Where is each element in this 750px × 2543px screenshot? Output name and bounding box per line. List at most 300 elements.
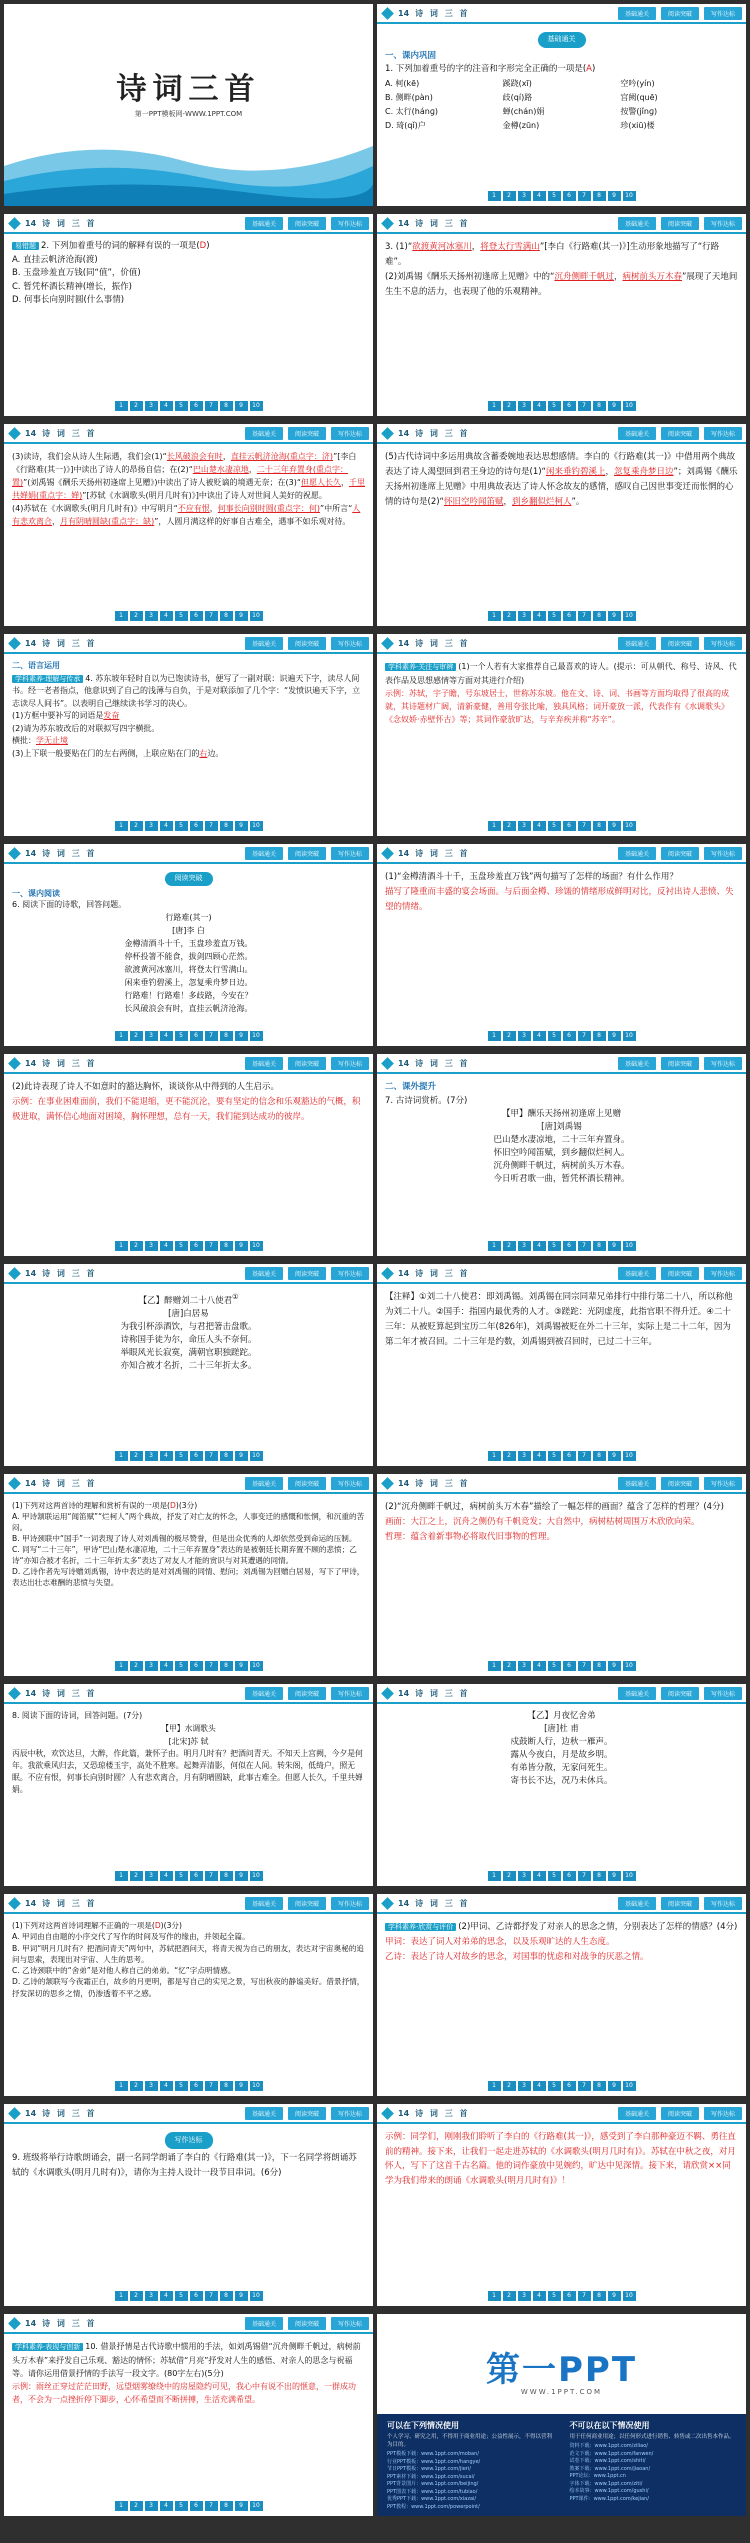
page-button[interactable]: 5 bbox=[175, 401, 188, 411]
resource-link[interactable]: 字体下载：www.1ppt.com/ziti/ bbox=[569, 2480, 643, 2487]
page-button[interactable]: 10 bbox=[623, 1241, 636, 1251]
page-button[interactable]: 4 bbox=[533, 1871, 546, 1881]
reading-button[interactable]: 阅读突破 bbox=[288, 427, 326, 440]
basic-button[interactable]: 基础通关 bbox=[618, 1267, 656, 1280]
page-button[interactable]: 3 bbox=[145, 2081, 158, 2091]
writing-button[interactable]: 写作达标 bbox=[331, 2317, 369, 2330]
page-button[interactable]: 3 bbox=[145, 2291, 158, 2301]
page-button[interactable]: 5 bbox=[175, 1451, 188, 1461]
page-button[interactable]: 7 bbox=[205, 1661, 218, 1671]
page-button[interactable]: 8 bbox=[220, 1871, 233, 1881]
page-button[interactable]: 2 bbox=[503, 1871, 516, 1881]
page-button[interactable]: 10 bbox=[250, 611, 263, 621]
page-button[interactable]: 7 bbox=[205, 821, 218, 831]
basic-button[interactable]: 基础通关 bbox=[618, 1477, 656, 1490]
page-button[interactable]: 2 bbox=[130, 1661, 143, 1671]
page-button[interactable]: 2 bbox=[503, 1031, 516, 1041]
page-button[interactable]: 5 bbox=[175, 1871, 188, 1881]
page-button[interactable]: 3 bbox=[145, 1451, 158, 1461]
page-button[interactable]: 1 bbox=[115, 611, 128, 621]
page-button[interactable]: 9 bbox=[235, 2081, 248, 2091]
page-button[interactable]: 10 bbox=[250, 821, 263, 831]
page-button[interactable]: 9 bbox=[608, 1871, 621, 1881]
writing-button[interactable]: 写作达标 bbox=[331, 1897, 369, 1910]
page-button[interactable]: 5 bbox=[548, 1241, 561, 1251]
page-button[interactable]: 8 bbox=[220, 1241, 233, 1251]
resource-link[interactable]: 优秀PPT下载：www.1ppt.com/xiazai/ bbox=[387, 2496, 477, 2502]
page-button[interactable]: 7 bbox=[205, 1241, 218, 1251]
page-button[interactable]: 4 bbox=[160, 611, 173, 621]
page-button[interactable]: 3 bbox=[145, 1871, 158, 1881]
writing-button[interactable]: 写作达标 bbox=[331, 1687, 369, 1700]
page-button[interactable]: 9 bbox=[608, 1661, 621, 1671]
resource-link[interactable]: 节日PPT模板：www.1ppt.com/jieri/ bbox=[387, 2466, 471, 2472]
resource-link[interactable]: PPT图表下载：www.1ppt.com/tubiao/ bbox=[387, 2488, 478, 2495]
page-button[interactable]: 5 bbox=[548, 191, 561, 201]
page-button[interactable]: 8 bbox=[220, 1451, 233, 1461]
page-button[interactable]: 2 bbox=[130, 1451, 143, 1461]
writing-button[interactable]: 写作达标 bbox=[331, 1057, 369, 1070]
basic-button[interactable]: 基础通关 bbox=[245, 847, 283, 860]
reading-button[interactable]: 阅读突破 bbox=[288, 1687, 326, 1700]
page-button[interactable]: 4 bbox=[160, 821, 173, 831]
writing-button[interactable]: 写作达标 bbox=[704, 847, 742, 860]
page-button[interactable]: 9 bbox=[235, 821, 248, 831]
page-button[interactable]: 1 bbox=[488, 611, 501, 621]
page-button[interactable]: 2 bbox=[503, 2081, 516, 2091]
page-button[interactable]: 5 bbox=[175, 821, 188, 831]
basic-button[interactable]: 基础通关 bbox=[618, 1057, 656, 1070]
page-button[interactable]: 10 bbox=[250, 1241, 263, 1251]
page-button[interactable]: 1 bbox=[488, 2081, 501, 2091]
page-button[interactable]: 7 bbox=[205, 2501, 218, 2511]
page-button[interactable]: 7 bbox=[578, 1871, 591, 1881]
reading-button[interactable]: 阅读突破 bbox=[661, 7, 699, 20]
resource-link[interactable]: PPT论坛：www.1ppt.cn bbox=[569, 2473, 626, 2479]
page-button[interactable]: 6 bbox=[190, 2501, 203, 2511]
basic-button[interactable]: 基础通关 bbox=[618, 2107, 656, 2120]
reading-button[interactable]: 阅读突破 bbox=[661, 1897, 699, 1910]
page-button[interactable]: 5 bbox=[175, 1241, 188, 1251]
page-button[interactable]: 9 bbox=[608, 2291, 621, 2301]
page-button[interactable]: 7 bbox=[205, 1451, 218, 1461]
page-button[interactable]: 10 bbox=[250, 1031, 263, 1041]
resource-link[interactable]: 试卷下载：www.1ppt.com/shiti/ bbox=[569, 2458, 646, 2464]
reading-button[interactable]: 阅读突破 bbox=[661, 847, 699, 860]
basic-button[interactable]: 基础通关 bbox=[618, 1687, 656, 1700]
page-button[interactable]: 1 bbox=[488, 401, 501, 411]
resource-link[interactable]: PPT教程：www.1ppt.com/powerpoint/ bbox=[387, 2503, 480, 2510]
page-button[interactable]: 2 bbox=[503, 401, 516, 411]
page-button[interactable]: 1 bbox=[115, 2081, 128, 2091]
page-button[interactable]: 4 bbox=[160, 1661, 173, 1671]
page-button[interactable]: 3 bbox=[145, 2501, 158, 2511]
page-button[interactable]: 6 bbox=[190, 611, 203, 621]
page-button[interactable]: 10 bbox=[250, 1451, 263, 1461]
page-button[interactable]: 5 bbox=[175, 1661, 188, 1671]
page-button[interactable]: 3 bbox=[518, 191, 531, 201]
basic-button[interactable]: 基础通关 bbox=[245, 2317, 283, 2330]
page-button[interactable]: 3 bbox=[145, 821, 158, 831]
page-button[interactable]: 8 bbox=[220, 821, 233, 831]
page-button[interactable]: 5 bbox=[175, 1031, 188, 1041]
page-button[interactable]: 1 bbox=[115, 1031, 128, 1041]
reading-button[interactable]: 阅读突破 bbox=[661, 1687, 699, 1700]
page-button[interactable]: 2 bbox=[503, 191, 516, 201]
page-button[interactable]: 1 bbox=[488, 821, 501, 831]
page-button[interactable]: 1 bbox=[115, 2501, 128, 2511]
page-button[interactable]: 9 bbox=[235, 401, 248, 411]
page-button[interactable]: 1 bbox=[115, 1871, 128, 1881]
basic-button[interactable]: 基础通关 bbox=[245, 217, 283, 230]
page-button[interactable]: 7 bbox=[578, 821, 591, 831]
page-button[interactable]: 6 bbox=[190, 1031, 203, 1041]
page-button[interactable]: 10 bbox=[623, 1031, 636, 1041]
writing-button[interactable]: 写作达标 bbox=[331, 1267, 369, 1280]
page-button[interactable]: 4 bbox=[533, 821, 546, 831]
page-button[interactable]: 7 bbox=[578, 2081, 591, 2091]
page-button[interactable]: 2 bbox=[130, 1871, 143, 1881]
writing-button[interactable]: 写作达标 bbox=[704, 7, 742, 20]
page-button[interactable]: 9 bbox=[235, 2501, 248, 2511]
page-button[interactable]: 4 bbox=[533, 191, 546, 201]
page-button[interactable]: 5 bbox=[548, 401, 561, 411]
page-button[interactable]: 1 bbox=[115, 401, 128, 411]
page-button[interactable]: 5 bbox=[175, 2501, 188, 2511]
page-button[interactable]: 3 bbox=[145, 1241, 158, 1251]
page-button[interactable]: 4 bbox=[533, 1451, 546, 1461]
page-button[interactable]: 2 bbox=[503, 1661, 516, 1671]
page-button[interactable]: 10 bbox=[623, 401, 636, 411]
page-button[interactable]: 5 bbox=[548, 2291, 561, 2301]
page-button[interactable]: 3 bbox=[518, 611, 531, 621]
page-button[interactable]: 2 bbox=[130, 1241, 143, 1251]
page-button[interactable]: 4 bbox=[160, 1031, 173, 1041]
basic-button[interactable]: 基础通关 bbox=[245, 427, 283, 440]
page-button[interactable]: 4 bbox=[160, 1451, 173, 1461]
page-button[interactable]: 7 bbox=[578, 1241, 591, 1251]
page-button[interactable]: 6 bbox=[190, 1661, 203, 1671]
page-button[interactable]: 9 bbox=[608, 2081, 621, 2091]
page-button[interactable]: 4 bbox=[533, 611, 546, 621]
page-button[interactable]: 8 bbox=[220, 1031, 233, 1041]
page-button[interactable]: 6 bbox=[563, 1661, 576, 1671]
page-button[interactable]: 8 bbox=[593, 191, 606, 201]
resource-link[interactable]: PPT背景图片：www.1ppt.com/beijing/ bbox=[387, 2481, 479, 2487]
basic-button[interactable]: 基础通关 bbox=[618, 847, 656, 860]
page-button[interactable]: 4 bbox=[160, 2291, 173, 2301]
reading-button[interactable]: 阅读突破 bbox=[661, 1057, 699, 1070]
writing-button[interactable]: 写作达标 bbox=[331, 217, 369, 230]
page-button[interactable]: 5 bbox=[548, 1451, 561, 1461]
page-button[interactable]: 10 bbox=[623, 1661, 636, 1671]
basic-button[interactable]: 基础通关 bbox=[618, 1897, 656, 1910]
page-button[interactable]: 10 bbox=[250, 2501, 263, 2511]
page-button[interactable]: 6 bbox=[190, 2081, 203, 2091]
page-button[interactable]: 7 bbox=[578, 191, 591, 201]
page-button[interactable]: 7 bbox=[578, 2291, 591, 2301]
page-button[interactable]: 5 bbox=[548, 1661, 561, 1671]
page-button[interactable]: 3 bbox=[518, 2081, 531, 2091]
writing-button[interactable]: 写作达标 bbox=[331, 847, 369, 860]
reading-button[interactable]: 阅读突破 bbox=[661, 2107, 699, 2120]
resource-link[interactable]: PPT素材下载：www.1ppt.com/sucai/ bbox=[387, 2473, 475, 2480]
page-button[interactable]: 7 bbox=[578, 611, 591, 621]
page-button[interactable]: 1 bbox=[488, 2291, 501, 2301]
page-button[interactable]: 3 bbox=[518, 1661, 531, 1671]
page-button[interactable]: 6 bbox=[563, 2081, 576, 2091]
page-button[interactable]: 6 bbox=[563, 821, 576, 831]
page-button[interactable]: 6 bbox=[563, 1241, 576, 1251]
page-button[interactable]: 4 bbox=[160, 2501, 173, 2511]
page-button[interactable]: 10 bbox=[623, 191, 636, 201]
page-button[interactable]: 8 bbox=[593, 401, 606, 411]
page-button[interactable]: 1 bbox=[488, 1871, 501, 1881]
reading-button[interactable]: 阅读突破 bbox=[661, 427, 699, 440]
writing-button[interactable]: 写作达标 bbox=[704, 217, 742, 230]
resource-link[interactable]: 教案下载：www.1ppt.com/jiaoan/ bbox=[569, 2465, 651, 2472]
page-button[interactable]: 9 bbox=[608, 1241, 621, 1251]
page-button[interactable]: 8 bbox=[220, 2081, 233, 2091]
page-button[interactable]: 6 bbox=[190, 401, 203, 411]
resource-link[interactable]: 行业PPT模板：www.1ppt.com/hangye/ bbox=[387, 2458, 481, 2465]
reading-button[interactable]: 阅读突破 bbox=[288, 2317, 326, 2330]
page-button[interactable]: 3 bbox=[145, 611, 158, 621]
page-button[interactable]: 10 bbox=[623, 2081, 636, 2091]
reading-button[interactable]: 阅读突破 bbox=[661, 1267, 699, 1280]
page-button[interactable]: 2 bbox=[130, 611, 143, 621]
page-button[interactable]: 1 bbox=[115, 1241, 128, 1251]
page-button[interactable]: 4 bbox=[533, 401, 546, 411]
basic-button[interactable]: 基础通关 bbox=[245, 1897, 283, 1910]
page-button[interactable]: 10 bbox=[250, 401, 263, 411]
page-button[interactable]: 10 bbox=[250, 1871, 263, 1881]
page-button[interactable]: 5 bbox=[548, 611, 561, 621]
reading-button[interactable]: 阅读突破 bbox=[288, 847, 326, 860]
page-button[interactable]: 9 bbox=[608, 1451, 621, 1461]
page-button[interactable]: 6 bbox=[563, 401, 576, 411]
page-button[interactable]: 2 bbox=[130, 2291, 143, 2301]
writing-button[interactable]: 写作达标 bbox=[331, 427, 369, 440]
page-button[interactable]: 8 bbox=[220, 401, 233, 411]
page-button[interactable]: 3 bbox=[518, 1241, 531, 1251]
page-button[interactable]: 6 bbox=[563, 1031, 576, 1041]
page-button[interactable]: 2 bbox=[503, 611, 516, 621]
page-button[interactable]: 10 bbox=[250, 2291, 263, 2301]
page-button[interactable]: 1 bbox=[115, 2291, 128, 2301]
page-button[interactable]: 6 bbox=[563, 191, 576, 201]
page-button[interactable]: 9 bbox=[235, 1031, 248, 1041]
writing-button[interactable]: 写作达标 bbox=[704, 1687, 742, 1700]
basic-button[interactable]: 基础通关 bbox=[245, 1477, 283, 1490]
page-button[interactable]: 8 bbox=[593, 1241, 606, 1251]
reading-button[interactable]: 阅读突破 bbox=[288, 217, 326, 230]
basic-button[interactable]: 基础通关 bbox=[618, 217, 656, 230]
page-button[interactable]: 2 bbox=[130, 1031, 143, 1041]
page-button[interactable]: 3 bbox=[518, 1871, 531, 1881]
page-button[interactable]: 1 bbox=[488, 1241, 501, 1251]
basic-button[interactable]: 基础通关 bbox=[618, 427, 656, 440]
writing-button[interactable]: 写作达标 bbox=[704, 637, 742, 650]
page-button[interactable]: 7 bbox=[205, 1871, 218, 1881]
page-button[interactable]: 6 bbox=[190, 2291, 203, 2301]
page-button[interactable]: 2 bbox=[503, 821, 516, 831]
writing-button[interactable]: 写作达标 bbox=[704, 2107, 742, 2120]
page-button[interactable]: 1 bbox=[488, 1451, 501, 1461]
page-button[interactable]: 10 bbox=[250, 2081, 263, 2091]
page-button[interactable]: 8 bbox=[593, 821, 606, 831]
page-button[interactable]: 7 bbox=[205, 611, 218, 621]
page-button[interactable]: 8 bbox=[593, 611, 606, 621]
page-button[interactable]: 6 bbox=[563, 611, 576, 621]
page-button[interactable]: 6 bbox=[190, 1241, 203, 1251]
page-button[interactable]: 10 bbox=[623, 821, 636, 831]
page-button[interactable]: 7 bbox=[578, 1451, 591, 1461]
reading-button[interactable]: 阅读突破 bbox=[661, 637, 699, 650]
page-button[interactable]: 4 bbox=[533, 2291, 546, 2301]
page-button[interactable]: 4 bbox=[160, 1241, 173, 1251]
page-button[interactable]: 8 bbox=[593, 1661, 606, 1671]
basic-button[interactable]: 基础通关 bbox=[245, 1687, 283, 1700]
page-button[interactable]: 5 bbox=[175, 2291, 188, 2301]
page-button[interactable]: 9 bbox=[235, 1241, 248, 1251]
resource-link[interactable]: 绘本故事：www.1ppt.com/gushi/ bbox=[569, 2488, 649, 2494]
page-button[interactable]: 1 bbox=[115, 1661, 128, 1671]
basic-button[interactable]: 基础通关 bbox=[618, 637, 656, 650]
page-button[interactable]: 8 bbox=[220, 2501, 233, 2511]
page-button[interactable]: 1 bbox=[488, 1031, 501, 1041]
page-button[interactable]: 9 bbox=[235, 1661, 248, 1671]
page-button[interactable]: 9 bbox=[608, 191, 621, 201]
page-button[interactable]: 8 bbox=[220, 1661, 233, 1671]
reading-button[interactable]: 阅读突破 bbox=[288, 1057, 326, 1070]
reading-button[interactable]: 阅读突破 bbox=[288, 1267, 326, 1280]
page-button[interactable]: 6 bbox=[190, 821, 203, 831]
page-button[interactable]: 5 bbox=[175, 2081, 188, 2091]
page-button[interactable]: 4 bbox=[533, 1241, 546, 1251]
page-button[interactable]: 3 bbox=[518, 401, 531, 411]
basic-button[interactable]: 基础通关 bbox=[245, 637, 283, 650]
page-button[interactable]: 10 bbox=[250, 1661, 263, 1671]
page-button[interactable]: 5 bbox=[175, 611, 188, 621]
reading-button[interactable]: 阅读突破 bbox=[288, 1477, 326, 1490]
basic-button[interactable]: 基础通关 bbox=[245, 2107, 283, 2120]
page-button[interactable]: 9 bbox=[608, 1031, 621, 1041]
page-button[interactable]: 3 bbox=[518, 1031, 531, 1041]
page-button[interactable]: 8 bbox=[593, 2081, 606, 2091]
page-button[interactable]: 10 bbox=[623, 2291, 636, 2301]
reading-button[interactable]: 阅读突破 bbox=[288, 1897, 326, 1910]
page-button[interactable]: 7 bbox=[205, 2081, 218, 2091]
basic-button[interactable]: 基础通关 bbox=[618, 7, 656, 20]
page-button[interactable]: 8 bbox=[593, 2291, 606, 2301]
page-button[interactable]: 4 bbox=[160, 401, 173, 411]
page-button[interactable]: 6 bbox=[190, 1451, 203, 1461]
page-button[interactable]: 9 bbox=[235, 611, 248, 621]
reading-button[interactable]: 阅读突破 bbox=[661, 1477, 699, 1490]
page-button[interactable]: 2 bbox=[503, 1241, 516, 1251]
writing-button[interactable]: 写作达标 bbox=[704, 1477, 742, 1490]
page-button[interactable]: 3 bbox=[518, 1451, 531, 1461]
page-button[interactable]: 2 bbox=[130, 821, 143, 831]
page-button[interactable]: 2 bbox=[130, 401, 143, 411]
page-button[interactable]: 8 bbox=[593, 1451, 606, 1461]
writing-button[interactable]: 写作达标 bbox=[331, 2107, 369, 2120]
resource-link[interactable]: 资料下载：www.1ppt.com/ziliao/ bbox=[569, 2443, 648, 2449]
page-button[interactable]: 7 bbox=[578, 401, 591, 411]
page-button[interactable]: 2 bbox=[503, 1451, 516, 1461]
page-button[interactable]: 9 bbox=[608, 611, 621, 621]
page-button[interactable]: 2 bbox=[130, 2081, 143, 2091]
page-button[interactable]: 7 bbox=[578, 1031, 591, 1041]
page-button[interactable]: 10 bbox=[623, 1451, 636, 1461]
page-button[interactable]: 5 bbox=[548, 2081, 561, 2091]
page-button[interactable]: 7 bbox=[205, 2291, 218, 2301]
writing-button[interactable]: 写作达标 bbox=[704, 1267, 742, 1280]
writing-button[interactable]: 写作达标 bbox=[704, 427, 742, 440]
page-button[interactable]: 6 bbox=[190, 1871, 203, 1881]
page-button[interactable]: 3 bbox=[145, 1661, 158, 1671]
page-button[interactable]: 1 bbox=[115, 1451, 128, 1461]
page-button[interactable]: 3 bbox=[145, 401, 158, 411]
page-button[interactable]: 10 bbox=[623, 611, 636, 621]
page-button[interactable]: 9 bbox=[235, 2291, 248, 2301]
page-button[interactable]: 7 bbox=[205, 1031, 218, 1041]
page-button[interactable]: 9 bbox=[608, 821, 621, 831]
page-button[interactable]: 1 bbox=[488, 1661, 501, 1671]
writing-button[interactable]: 写作达标 bbox=[704, 1897, 742, 1910]
page-button[interactable]: 4 bbox=[160, 1871, 173, 1881]
page-button[interactable]: 8 bbox=[593, 1871, 606, 1881]
page-button[interactable]: 3 bbox=[145, 1031, 158, 1041]
resource-link[interactable]: 范文下载：www.1ppt.com/fanwen/ bbox=[569, 2450, 654, 2457]
resource-link[interactable]: PPT模板下载：www.1ppt.com/moban/ bbox=[387, 2451, 479, 2457]
page-button[interactable]: 9 bbox=[235, 1451, 248, 1461]
reading-button[interactable]: 阅读突破 bbox=[661, 217, 699, 230]
basic-button[interactable]: 基础通关 bbox=[245, 1267, 283, 1280]
page-button[interactable]: 3 bbox=[518, 821, 531, 831]
page-button[interactable]: 10 bbox=[623, 1871, 636, 1881]
reading-button[interactable]: 阅读突破 bbox=[288, 637, 326, 650]
page-button[interactable]: 4 bbox=[533, 2081, 546, 2091]
page-button[interactable]: 7 bbox=[205, 401, 218, 411]
page-button[interactable]: 2 bbox=[503, 2291, 516, 2301]
page-button[interactable]: 3 bbox=[518, 2291, 531, 2301]
basic-button[interactable]: 基础通关 bbox=[245, 1057, 283, 1070]
writing-button[interactable]: 写作达标 bbox=[331, 637, 369, 650]
page-button[interactable]: 7 bbox=[578, 1661, 591, 1671]
page-button[interactable]: 8 bbox=[220, 611, 233, 621]
page-button[interactable]: 6 bbox=[563, 1871, 576, 1881]
page-button[interactable]: 6 bbox=[563, 1451, 576, 1461]
page-button[interactable]: 4 bbox=[533, 1661, 546, 1671]
page-button[interactable]: 4 bbox=[533, 1031, 546, 1041]
page-button[interactable]: 8 bbox=[593, 1031, 606, 1041]
page-button[interactable]: 4 bbox=[160, 2081, 173, 2091]
page-button[interactable]: 5 bbox=[548, 1031, 561, 1041]
page-button[interactable]: 5 bbox=[548, 1871, 561, 1881]
page-button[interactable]: 1 bbox=[488, 191, 501, 201]
resource-link[interactable]: PPT课件：www.1ppt.com/kejian/ bbox=[569, 2495, 649, 2502]
writing-button[interactable]: 写作达标 bbox=[331, 1477, 369, 1490]
page-button[interactable]: 1 bbox=[115, 821, 128, 831]
page-button[interactable]: 8 bbox=[220, 2291, 233, 2301]
page-button[interactable]: 9 bbox=[235, 1871, 248, 1881]
page-button[interactable]: 9 bbox=[608, 401, 621, 411]
page-button[interactable]: 5 bbox=[548, 821, 561, 831]
page-button[interactable]: 2 bbox=[130, 2501, 143, 2511]
page-button[interactable]: 6 bbox=[563, 2291, 576, 2301]
